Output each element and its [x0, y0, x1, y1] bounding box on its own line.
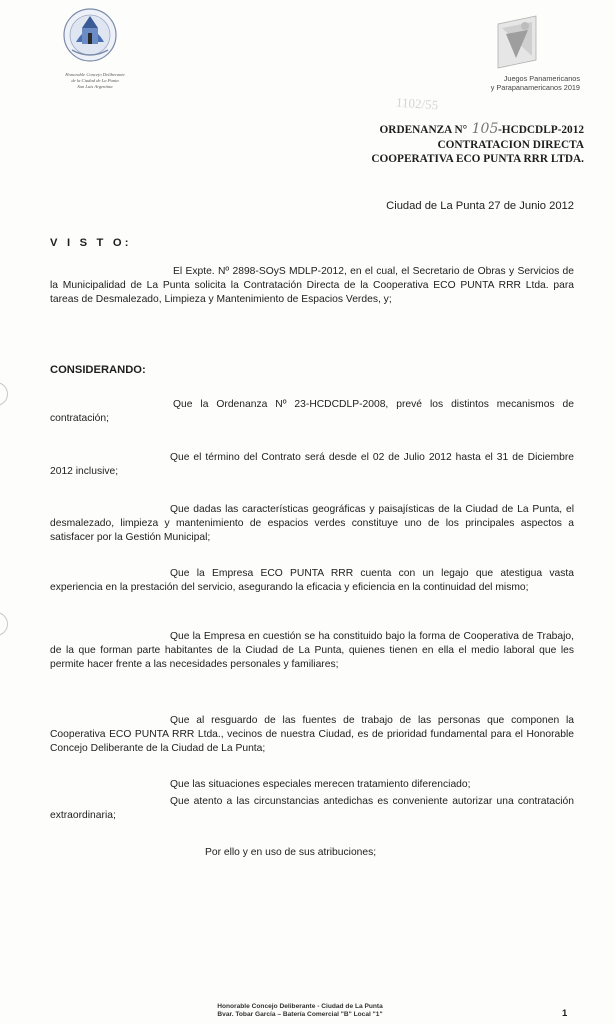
- closing-line: [205, 846, 585, 860]
- considerando-text: Que atento a las circunstancias antedichas es conveniente autorizar una contratación extraordinaria;: [50, 796, 574, 822]
- page-number: 1: [562, 1008, 568, 1019]
- considerando-item: [50, 398, 574, 426]
- considerando-item: [50, 503, 574, 546]
- page-footer: [160, 1003, 440, 1019]
- ordinance-suffix: -HCDCDLP-2012: [498, 124, 584, 136]
- panamerican-games-logo: [492, 10, 542, 72]
- seal-caption-line: San Luis Argentina: [77, 84, 113, 89]
- considerando-text: Que dadas las características geográficas y paisajísticas de la Ciudad de La Punta, el desmalezado, limpieza y mantenimiento de espacios verdes constituye uno de los principales aspectos a satisfacer por la Gestión Municipal;: [50, 504, 574, 544]
- considerando-item: [50, 778, 574, 792]
- considerando-item: [50, 630, 574, 673]
- visto-heading: V I S T O:: [50, 237, 132, 249]
- seal-caption: [55, 72, 135, 90]
- ordinance-title-block: [300, 122, 584, 167]
- games-caption-line: Juegos Panamericanos: [503, 74, 580, 83]
- considerando-text: Que la Empresa en cuestión se ha constituido bajo la forma de Cooperativa de Trabajo, de la que forman parte habitantes de la Ciudad de La Punta, quienes tienen en ella el medio laboral que les permite hacer frente a las necesidades personales y familiares;: [50, 631, 574, 671]
- considerando-item: [50, 714, 574, 757]
- ordinance-prefix: ORDENANZA N°: [379, 124, 468, 136]
- considerando-text: Que la Ordenanza Nº 23-HCDCDLP-2008, prevé los distintos mecanismos de contratación;: [50, 399, 574, 425]
- seal-caption-line: Honorable Concejo Deliberante: [65, 72, 125, 77]
- considerando-text: Que el término del Contrato será desde el 02 de Julio 2012 hasta el 31 de Diciembre 2012 inclusive;: [50, 452, 574, 478]
- punch-hole-mark: [0, 612, 8, 636]
- document-date: Ciudad de La Punta 27 de Junio 2012: [386, 200, 574, 212]
- considerando-text: Que las situaciones especiales merecen tratamiento diferenciado;: [170, 779, 471, 790]
- considerando-item: [50, 795, 574, 823]
- footer-line-1: Honorable Concejo Deliberante - Ciudad de La Punta: [217, 1003, 383, 1010]
- considerando-text: Que al resguardo de las fuentes de trabajo de las personas que componen la Cooperativa ECO PUNTA RRR Ltda., vecinos de nuestra Ciudad, es de prioridad fundamental para el Honorable Concejo Deliberante de la Ciudad de La Punta;: [50, 715, 574, 755]
- considerando-heading: CONSIDERANDO:: [50, 364, 146, 376]
- games-caption-line: y Parapanamericanos 2019: [490, 83, 580, 92]
- games-caption: [440, 74, 580, 92]
- ordinance-subtitle-2: COOPERATIVA ECO PUNTA RRR LTDA.: [371, 153, 584, 166]
- ordinance-subtitle-1: CONTRATACION DIRECTA: [437, 138, 584, 151]
- considerando-item: [50, 567, 574, 595]
- punch-hole-mark: [0, 382, 8, 406]
- visto-paragraph: [50, 265, 574, 308]
- faint-handwritten-note: 1102/55: [395, 94, 439, 113]
- council-seal-logo: [60, 2, 120, 72]
- seal-caption-line: de la Ciudad de La Punta: [71, 78, 119, 83]
- closing-text: Por ello y en uso de sus atribuciones;: [205, 847, 377, 858]
- handwritten-ordinance-number: 105: [471, 121, 499, 137]
- considerando-text: Que la Empresa ECO PUNTA RRR cuenta con un legajo que atestigua vasta experiencia en la prestación del servicio, asegurando la eficacia y eficiencia en la continuidad del mismo;: [50, 568, 574, 594]
- ordinance-number-line: [300, 122, 584, 138]
- footer-line-2: Bvar. Tobar García – Batería Comercial "B" Local "1": [217, 1011, 383, 1018]
- visto-text: El Expte. Nº 2898-SOyS MDLP-2012, en el cual, el Secretario de Obras y Servicios de la Municipalidad de La Punta solicita la Contratación Directa de la Cooperativa ECO PUNTA RRR Ltda. para tareas de Desmalezado, Limpieza y Mantenimiento de Espacios Verdes, y;: [50, 266, 574, 306]
- considerando-item: [50, 451, 574, 479]
